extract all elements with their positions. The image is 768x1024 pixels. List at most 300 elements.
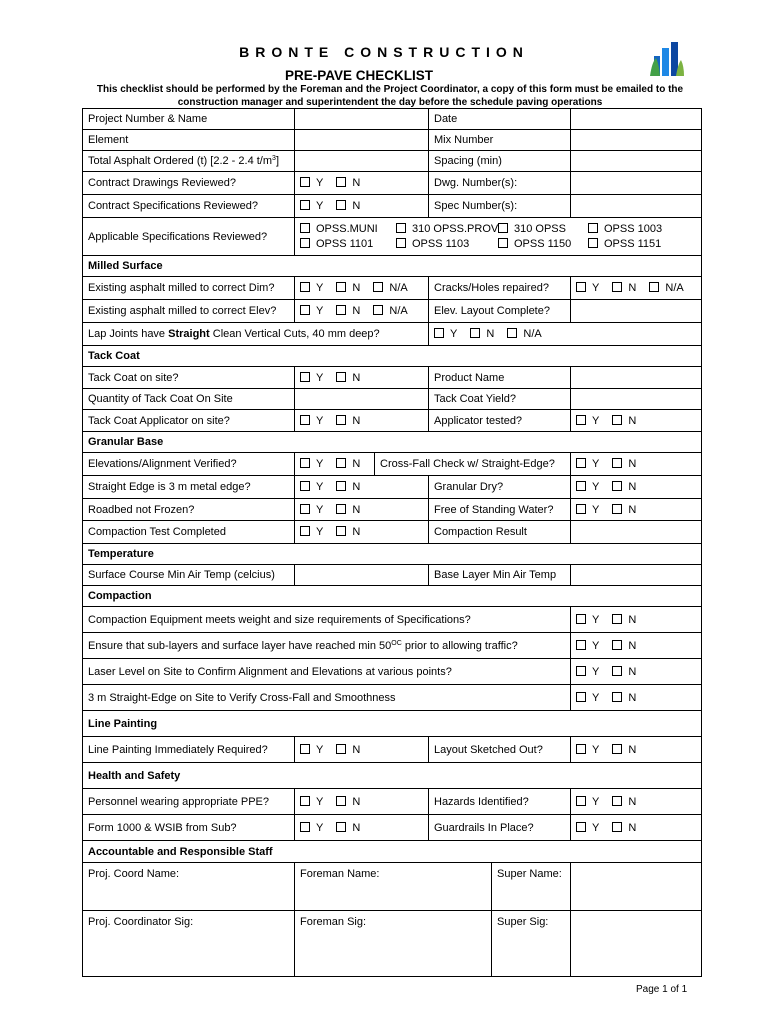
- dwg-numbers-label: Dwg. Number(s):: [429, 172, 571, 195]
- dwg-numbers-field[interactable]: [571, 172, 702, 195]
- specs-options: [295, 195, 429, 218]
- roadbed-label: Roadbed not Frozen?: [83, 499, 295, 521]
- no-label: N: [352, 200, 361, 212]
- total-asphalt-sup: 3: [272, 155, 276, 162]
- foreman-sig-field[interactable]: [295, 911, 571, 977]
- checkbox-icon: [588, 223, 598, 233]
- tack-quantity-label: Quantity of Tack Coat On Site: [83, 389, 295, 410]
- compaction-test-no[interactable]: [336, 526, 360, 538]
- straight-edge-no[interactable]: [336, 481, 360, 493]
- ppe-no[interactable]: [336, 796, 360, 808]
- yes-label: Y: [316, 371, 324, 384]
- spec-option-label: OPSS 1150: [514, 238, 572, 250]
- roadbed-options: [295, 499, 429, 521]
- specs-yes[interactable]: [300, 200, 323, 212]
- foreman-name-cell[interactable]: [295, 863, 492, 910]
- checkbox-icon: [576, 504, 586, 514]
- sublayers-post: prior to allowing traffic?: [401, 639, 518, 652]
- checkbox-icon: [336, 744, 346, 754]
- laser-yes[interactable]: [576, 666, 599, 678]
- no-label: N: [628, 743, 637, 756]
- coord-name-label: Proj. Coord Name:: [88, 868, 180, 880]
- elevations-yes[interactable]: [300, 458, 323, 470]
- no-label: N: [628, 458, 637, 470]
- spec-option[interactable]: [498, 222, 588, 236]
- checkbox-icon: [434, 328, 444, 338]
- checkbox-icon: [612, 504, 622, 514]
- yes-label: Y: [316, 177, 324, 189]
- spec-option-label: OPSS 1151: [604, 238, 662, 250]
- project-number-label: Project Number & Name: [83, 109, 295, 130]
- yes-label: Y: [592, 639, 600, 652]
- applicator-tested-options: [571, 410, 702, 432]
- total-asphalt-label: [83, 151, 295, 172]
- lap-no[interactable]: [470, 328, 494, 340]
- no-label: N: [628, 282, 637, 294]
- applicable-specs-options: [295, 218, 702, 256]
- no-label: N: [352, 743, 361, 756]
- spec-numbers-field[interactable]: [571, 195, 702, 218]
- yes-label: Y: [316, 795, 324, 808]
- spacing-field[interactable]: [571, 151, 702, 172]
- super-sig-cell[interactable]: [492, 911, 570, 976]
- spec-option[interactable]: [498, 237, 588, 251]
- tack-yield-field[interactable]: [571, 389, 702, 410]
- line-painting-yes[interactable]: [300, 744, 323, 756]
- base-temp-field[interactable]: [571, 565, 702, 586]
- checkbox-icon: [300, 481, 310, 491]
- yes-label: Y: [592, 458, 600, 470]
- project-number-field[interactable]: [295, 109, 429, 130]
- lap-joints-options: [429, 323, 702, 346]
- checkbox-icon: [612, 458, 622, 468]
- form-title: PRE-PAVE CHECKLIST: [284, 68, 433, 83]
- compaction-test-label: Compaction Test Completed: [83, 521, 295, 544]
- checkbox-icon: [576, 796, 586, 806]
- checkbox-icon: [300, 305, 310, 315]
- product-name-field[interactable]: [571, 367, 702, 389]
- checkbox-icon: [470, 328, 480, 338]
- granular-dry-yes[interactable]: [576, 481, 599, 493]
- standing-water-label: Free of Standing Water?: [429, 499, 571, 521]
- straight-edge-yes[interactable]: [300, 481, 323, 493]
- crossfall-no[interactable]: [612, 458, 636, 470]
- no-label: N: [628, 481, 637, 493]
- applicator-tested-yes[interactable]: [576, 415, 599, 427]
- sublayers-options: [571, 633, 702, 659]
- checkbox-icon: [300, 796, 310, 806]
- checkbox-icon: [576, 640, 586, 650]
- checkbox-icon: [396, 223, 406, 233]
- tack-coat-heading: Tack Coat: [83, 346, 702, 367]
- tack-on-site-label: Tack Coat on site?: [83, 367, 295, 389]
- compaction-test-yes[interactable]: [300, 526, 323, 538]
- spec-option[interactable]: [588, 222, 696, 236]
- spec-option[interactable]: [396, 237, 498, 251]
- yes-label: Y: [592, 414, 600, 427]
- yes-label: Y: [316, 200, 324, 212]
- checkbox-icon: [336, 526, 346, 536]
- tack-on-site-no[interactable]: [336, 372, 360, 384]
- compaction-result-field[interactable]: [571, 521, 702, 544]
- milled-dim-na[interactable]: [373, 282, 407, 294]
- na-label: N/A: [523, 328, 542, 340]
- no-label: N: [352, 414, 361, 427]
- checkbox-icon: [612, 744, 622, 754]
- form-1000-yes[interactable]: [300, 822, 323, 834]
- no-label: N: [352, 458, 361, 470]
- mix-number-field[interactable]: [571, 130, 702, 151]
- no-label: N: [486, 328, 495, 340]
- no-label: N: [628, 639, 637, 652]
- checkbox-icon: [300, 223, 310, 233]
- surface-temp-field[interactable]: [295, 565, 429, 586]
- no-label: N: [628, 691, 637, 704]
- spec-option-label: 310 OPSS: [514, 223, 566, 235]
- super-name-cell[interactable]: [492, 863, 570, 910]
- no-label: N: [628, 795, 637, 808]
- checkbox-icon: [373, 282, 383, 292]
- guardrails-yes[interactable]: [576, 822, 599, 834]
- checkbox-icon: [612, 666, 622, 676]
- checkbox-icon: [336, 458, 346, 468]
- cracks-na[interactable]: [649, 282, 683, 294]
- yes-label: Y: [316, 821, 324, 834]
- checkbox-icon: [300, 458, 310, 468]
- yes-label: Y: [316, 458, 324, 470]
- applicable-specs-label: Applicable Specifications Reviewed?: [83, 218, 295, 256]
- checkbox-icon: [612, 415, 622, 425]
- specs-label: Contract Specifications Reviewed?: [83, 195, 295, 218]
- checkbox-icon: [576, 481, 586, 491]
- elevations-label: Elevations/Alignment Verified?: [83, 453, 295, 476]
- roadbed-no[interactable]: [336, 504, 360, 516]
- checkbox-icon: [300, 822, 310, 832]
- milled-elev-no[interactable]: [336, 305, 360, 317]
- checkbox-icon: [300, 282, 310, 292]
- no-label: N: [628, 613, 637, 626]
- super-sig-extension[interactable]: [571, 911, 702, 977]
- checkbox-icon: [300, 200, 310, 210]
- granular-dry-options: [571, 476, 702, 499]
- yes-label: Y: [450, 328, 458, 340]
- company-name: BRONTE CONSTRUCTION: [239, 44, 529, 60]
- laser-label: Laser Level on Site to Confirm Alignment and Elevations at various points?: [83, 659, 571, 685]
- drawings-options: [295, 172, 429, 195]
- line-painting-no[interactable]: [336, 744, 360, 756]
- line-painting-options: [295, 737, 429, 763]
- equipment-yes[interactable]: [576, 614, 599, 626]
- yes-label: Y: [592, 821, 600, 834]
- lap-yes[interactable]: [434, 328, 457, 340]
- compaction-result-label: Compaction Result: [429, 521, 571, 544]
- checkbox-icon: [336, 504, 346, 514]
- drawings-no[interactable]: [336, 177, 360, 189]
- equipment-no[interactable]: [612, 614, 636, 626]
- no-label: N: [628, 414, 637, 427]
- product-name-label: Product Name: [429, 367, 571, 389]
- foreman-name-field[interactable]: [295, 863, 571, 911]
- super-name-extension[interactable]: [571, 863, 702, 911]
- checkbox-icon: [576, 666, 586, 676]
- page-number: Page 1 of 1: [636, 984, 688, 995]
- guardrails-label: Guardrails In Place?: [429, 815, 571, 841]
- layout-sketched-yes[interactable]: [576, 744, 599, 756]
- granular-base-heading: Granular Base: [83, 432, 702, 453]
- equipment-label: Compaction Equipment meets weight and size requirements of Specifications?: [83, 607, 571, 633]
- checkbox-icon: [588, 238, 598, 248]
- checkbox-icon: [373, 305, 383, 315]
- tack-on-site-yes[interactable]: [300, 372, 323, 384]
- applicator-tested-no[interactable]: [612, 415, 636, 427]
- foreman-sig-label: Foreman Sig:: [300, 916, 367, 928]
- roadbed-yes[interactable]: [300, 504, 323, 516]
- granular-dry-no[interactable]: [612, 481, 636, 493]
- cracks-options: [571, 277, 702, 300]
- instructions-line-1: This checklist should be performed by the Foreman and the Project Coordinator, a copy of this form must be emailed to the: [96, 84, 684, 95]
- foreman-sig-cell[interactable]: [295, 911, 492, 976]
- straight-edge-label: Straight Edge is 3 m metal edge?: [83, 476, 295, 499]
- standing-water-options: [571, 499, 702, 521]
- crossfall-label: Cross-Fall Check w/ Straight-Edge?: [375, 453, 571, 476]
- checkbox-icon: [612, 481, 622, 491]
- lap-pre: Lap Joints have: [88, 328, 169, 340]
- standing-water-yes[interactable]: [576, 504, 599, 516]
- element-label: Element: [83, 130, 295, 151]
- checkbox-icon: [336, 415, 346, 425]
- ppe-label: Personnel wearing appropriate PPE?: [83, 789, 295, 815]
- spec-numbers-label: Spec Number(s):: [429, 195, 571, 218]
- spec-option-label: 310 OPSS.PROV: [412, 223, 499, 235]
- element-field[interactable]: [295, 130, 429, 151]
- coord-sig-label: Proj. Coordinator Sig:: [88, 916, 194, 928]
- no-label: N: [352, 282, 361, 294]
- checkbox-icon: [300, 372, 310, 382]
- no-label: N: [352, 371, 361, 384]
- elev-layout-field[interactable]: [571, 300, 702, 323]
- sublayers-no[interactable]: [612, 640, 636, 652]
- total-asphalt-close: ]: [275, 155, 279, 167]
- checkbox-icon: [576, 744, 586, 754]
- yes-label: Y: [592, 665, 600, 678]
- elevations-no[interactable]: [336, 458, 360, 470]
- checkbox-icon: [336, 200, 346, 210]
- yes-label: Y: [316, 743, 324, 756]
- checkbox-icon: [507, 328, 517, 338]
- no-label: N: [352, 821, 361, 834]
- checkbox-icon: [336, 305, 346, 315]
- health-safety-heading: Health and Safety: [83, 763, 702, 789]
- milled-dim-no[interactable]: [336, 282, 360, 294]
- super-sig-label: Super Sig:: [497, 916, 549, 928]
- straightedge-site-no[interactable]: [612, 692, 636, 704]
- milled-surface-heading: Milled Surface: [83, 256, 702, 277]
- tack-applicator-options: [295, 410, 429, 432]
- tack-applicator-yes[interactable]: [300, 415, 323, 427]
- layout-sketched-label: Layout Sketched Out?: [429, 737, 571, 763]
- tack-yield-label: Tack Coat Yield?: [429, 389, 571, 410]
- checkbox-icon: [300, 504, 310, 514]
- checkbox-icon: [336, 177, 346, 187]
- spec-option[interactable]: [396, 222, 498, 236]
- spec-option[interactable]: [300, 237, 396, 251]
- checkbox-icon: [576, 822, 586, 832]
- checkbox-icon: [576, 415, 586, 425]
- line-painting-label: Line Painting Immediately Required?: [83, 737, 295, 763]
- cracks-yes[interactable]: [576, 282, 599, 294]
- form-1000-label: Form 1000 & WSIB from Sub?: [83, 815, 295, 841]
- no-label: N: [352, 526, 361, 538]
- checkbox-icon: [300, 744, 310, 754]
- checkbox-icon: [612, 692, 622, 702]
- checkbox-icon: [300, 415, 310, 425]
- lap-post: Clean Vertical Cuts, 40 mm deep?: [209, 328, 380, 340]
- hazards-no[interactable]: [612, 796, 636, 808]
- yes-label: Y: [592, 743, 600, 756]
- hazards-options: [571, 789, 702, 815]
- ppe-options: [295, 789, 429, 815]
- milled-elev-yes[interactable]: [300, 305, 323, 317]
- checklist-table: [82, 108, 702, 977]
- checkbox-icon: [576, 458, 586, 468]
- lap-na[interactable]: [507, 328, 541, 340]
- yes-label: Y: [316, 305, 324, 317]
- date-field[interactable]: [571, 109, 702, 130]
- straightedge-site-options: [571, 685, 702, 711]
- checkbox-icon: [576, 282, 586, 292]
- checkbox-icon: [336, 796, 346, 806]
- checkbox-icon: [649, 282, 659, 292]
- checkbox-icon: [300, 526, 310, 536]
- checkbox-icon: [336, 282, 346, 292]
- checkbox-icon: [498, 238, 508, 248]
- instructions-line-2: construction manager and superintendent the day before the schedule paving operations: [177, 96, 603, 108]
- yes-label: Y: [316, 526, 324, 538]
- checkbox-icon: [336, 822, 346, 832]
- sublayers-pre: Ensure that sub-layers and surface layer have reached min 50: [88, 639, 392, 652]
- layout-sketched-options: [571, 737, 702, 763]
- coord-sig-field[interactable]: [83, 911, 295, 977]
- foreman-name-label: Foreman Name:: [300, 868, 380, 880]
- base-temp-label: Base Layer Min Air Temp: [429, 565, 571, 586]
- crossfall-options: [571, 453, 702, 476]
- coord-name-field[interactable]: [83, 863, 295, 911]
- no-label: N: [352, 305, 361, 317]
- na-label: N/A: [389, 282, 408, 294]
- milled-dim-yes[interactable]: [300, 282, 323, 294]
- sublayers-label: [83, 633, 571, 659]
- crossfall-yes[interactable]: [576, 458, 599, 470]
- ppe-yes[interactable]: [300, 796, 323, 808]
- no-label: N: [628, 665, 637, 678]
- checkbox-icon: [336, 372, 346, 382]
- tack-applicator-no[interactable]: [336, 415, 360, 427]
- tack-quantity-field[interactable]: [295, 389, 429, 410]
- no-label: N: [352, 795, 361, 808]
- elev-layout-label: Elev. Layout Complete?: [429, 300, 571, 323]
- yes-label: Y: [316, 414, 324, 427]
- spec-option-label: OPSS 1101: [316, 238, 374, 250]
- cracks-label: Cracks/Holes repaired?: [429, 277, 571, 300]
- form-1000-no[interactable]: [336, 822, 360, 834]
- layout-sketched-no[interactable]: [612, 744, 636, 756]
- no-label: N: [628, 503, 637, 516]
- laser-options: [571, 659, 702, 685]
- no-label: N: [352, 503, 361, 516]
- tack-applicator-label: Tack Coat Applicator on site?: [83, 410, 295, 432]
- compaction-heading: Compaction: [83, 586, 702, 607]
- checkbox-icon: [336, 481, 346, 491]
- spec-option-label: OPSS 1103: [412, 238, 470, 250]
- guardrails-no[interactable]: [612, 822, 636, 834]
- staff-heading: Accountable and Responsible Staff: [83, 841, 702, 863]
- hazards-label: Hazards Identified?: [429, 789, 571, 815]
- checkbox-icon: [612, 640, 622, 650]
- no-label: N: [352, 481, 361, 493]
- super-name-label: Super Name:: [497, 868, 562, 880]
- yes-label: Y: [316, 481, 324, 493]
- specs-no[interactable]: [336, 200, 360, 212]
- na-label: N/A: [665, 282, 684, 294]
- checkbox-icon: [612, 822, 622, 832]
- spec-option-label: OPSS 1003: [604, 223, 663, 235]
- spec-option[interactable]: [588, 237, 696, 251]
- spec-option[interactable]: [300, 222, 396, 236]
- standing-water-no[interactable]: [612, 504, 636, 516]
- applicator-tested-label: Applicator tested?: [429, 410, 571, 432]
- drawings-yes[interactable]: [300, 177, 323, 189]
- instructions: [80, 84, 700, 109]
- yes-label: Y: [592, 282, 600, 294]
- milled-dim-options: [295, 277, 429, 300]
- checkbox-icon: [576, 692, 586, 702]
- tack-on-site-options: [295, 367, 429, 389]
- laser-no[interactable]: [612, 666, 636, 678]
- no-label: N: [628, 821, 637, 834]
- equipment-options: [571, 607, 702, 633]
- surface-temp-label: Surface Course Min Air Temp (celcius): [83, 565, 295, 586]
- milled-elev-label: Existing asphalt milled to correct Elev?: [83, 300, 295, 323]
- hazards-yes[interactable]: [576, 796, 599, 808]
- checkbox-icon: [300, 238, 310, 248]
- checkbox-icon: [576, 614, 586, 624]
- yes-label: Y: [592, 503, 600, 516]
- yes-label: Y: [592, 613, 600, 626]
- total-asphalt-field[interactable]: [295, 151, 429, 172]
- straightedge-site-label: 3 m Straight-Edge on Site to Verify Cross-Fall and Smoothness: [83, 685, 571, 711]
- yes-label: Y: [316, 282, 324, 294]
- compaction-test-options: [295, 521, 429, 544]
- lap-bold: Straight: [168, 328, 210, 340]
- spacing-label: Spacing (min): [429, 151, 571, 172]
- na-label: N/A: [389, 305, 408, 317]
- date-label: Date: [429, 109, 571, 130]
- checkbox-icon: [612, 614, 622, 624]
- drawings-label: Contract Drawings Reviewed?: [83, 172, 295, 195]
- sublayers-yes[interactable]: [576, 640, 599, 652]
- yes-label: Y: [592, 691, 600, 704]
- milled-elev-na[interactable]: [373, 305, 407, 317]
- checkbox-icon: [396, 238, 406, 248]
- spec-option-label: OPSS.MUNI: [316, 223, 378, 235]
- straightedge-site-yes[interactable]: [576, 692, 599, 704]
- checkbox-icon: [498, 223, 508, 233]
- total-asphalt-text: Total Asphalt Ordered (t) [2.2 - 2.4 t/m: [88, 155, 273, 167]
- sublayers-sup: OC: [391, 639, 402, 647]
- lap-joints-label: [83, 323, 429, 346]
- elevations-options: [295, 453, 375, 476]
- cracks-no[interactable]: [612, 282, 636, 294]
